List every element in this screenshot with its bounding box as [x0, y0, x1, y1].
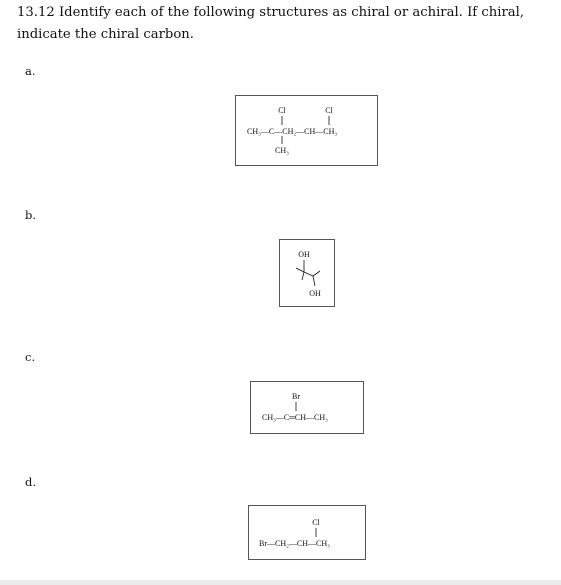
structure-b-diagram [280, 240, 336, 308]
structure-b-bond-4 [304, 272, 313, 276]
structure-a-methyl: CH₃ [275, 146, 289, 155]
structure-a-chlorine-1: Cl [278, 106, 286, 115]
part-a-label: a. [25, 64, 36, 78]
structure-b-bond-2 [296, 268, 304, 272]
structure-b-bond-3 [302, 272, 304, 280]
structure-b-bond-5 [313, 271, 320, 276]
structure-a-box [235, 95, 378, 166]
structure-a-chlorine-2: Cl [325, 106, 333, 115]
part-b-label: b. [25, 208, 37, 222]
structure-b-hydroxyl-bottom: OH [309, 289, 321, 298]
structure-a-diagram [236, 96, 379, 167]
structure-d-diagram [249, 506, 367, 561]
structure-b-box [279, 239, 335, 307]
structure-b-bond-6 [313, 276, 315, 286]
bottom-divider [0, 580, 561, 585]
structure-c-bromine: Br [292, 392, 300, 401]
structure-c-box [250, 381, 364, 434]
structure-d-box [248, 505, 366, 560]
part-c-label: c. [25, 350, 36, 364]
question-text: 13.12 Identify each of the following structures as chiral or achiral. If chiral, indicate the chiral carbon. [17, 5, 525, 42]
structure-d-main-chain: Br—CH₂—CH—CH₃ [259, 539, 330, 548]
structure-c-diagram [251, 382, 365, 435]
structure-c-main-chain: CH₃—C═CH—CH₃ [262, 413, 328, 422]
part-d-label: d. [25, 475, 37, 489]
structure-b-hydroxyl-top: OH [298, 250, 310, 259]
structure-a-main-chain: CH₃—C—CH₂—CH—CH₃ [247, 127, 338, 136]
structure-d-chlorine: Cl [312, 518, 320, 527]
